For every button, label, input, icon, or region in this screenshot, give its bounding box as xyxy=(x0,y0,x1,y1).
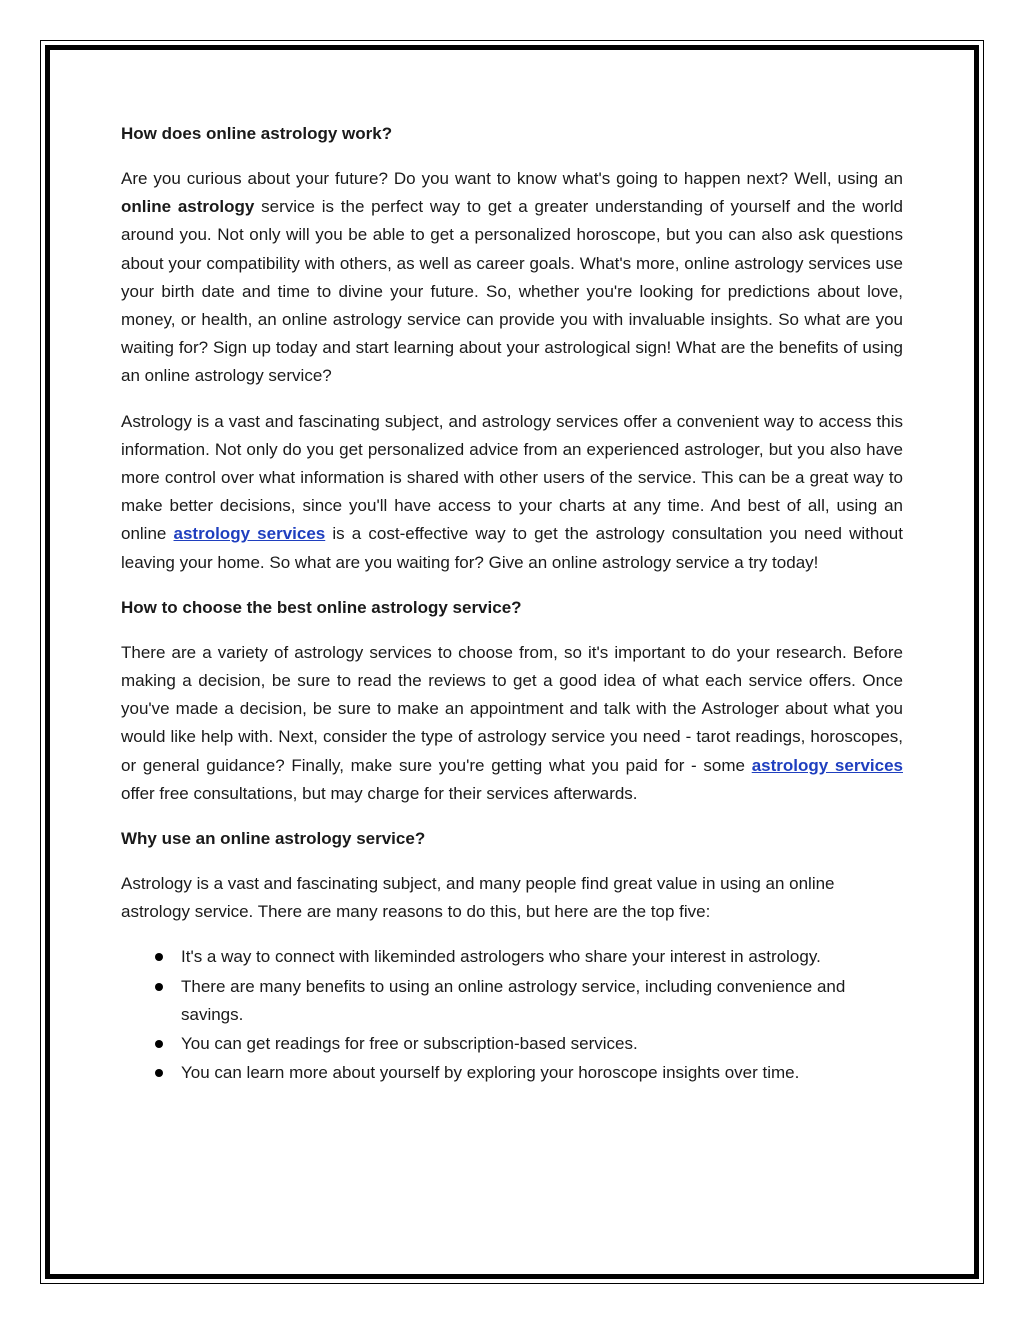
list-item xyxy=(121,943,903,971)
paragraph-text: service is the perfect way to get a greater understanding of yourself and the world around you. Not only will you be able to get a personalized horoscope, but you can also ask questions about your compatibility with others, as well as career goals. What's more, online astrology services use your birth date and time to divine your future. So, whether you're looking for predictions about love, money, or health, an online astrology service can provide you with invaluable insights. So what are you waiting for? Sign up today and start learning about your astrological sign! What are the benefits of using an online astrology service? xyxy=(121,197,903,386)
bullet-icon xyxy=(155,1069,163,1077)
list-item-text: There are many benefits to using an online astrology service, including convenience and savings. xyxy=(181,976,846,1024)
paragraph-curious-future xyxy=(121,165,903,391)
paragraph-top-five: Astrology is a vast and fascinating subject, and many people find great value in using an online astrology service. There are many reasons to do this, but here are the top five: xyxy=(121,874,835,922)
list-item xyxy=(121,1030,903,1058)
paragraph-text: There are a variety of astrology services to choose from, so it's important to do your research. Before making a decision, be sure to read the reviews to get a good idea of what each service offers. Once you've made a decision, be sure to make an appointment and talk with the Astrologer about what you would like help with. Next, consider the type of astrology service you need - tarot readings, horoscopes, or general guidance? Finally, make sure you're getting what you paid for - some xyxy=(121,642,903,775)
paragraph-vast-subject xyxy=(121,408,903,577)
astrology-services-link[interactable]: astrology services xyxy=(173,524,326,544)
heading-why-use: Why use an online astrology service? xyxy=(121,829,426,849)
paragraph-text: Are you curious about your future? Do you want to know what's going to happen next? Well, using an xyxy=(121,169,903,188)
list-item-text: You can get readings for free or subscription-based services. xyxy=(181,1034,638,1054)
document-body xyxy=(121,120,903,1088)
reasons-list xyxy=(121,943,903,1087)
heading-how-does-it-work: How does online astrology work? xyxy=(121,124,393,143)
bullet-icon xyxy=(155,953,163,961)
bold-online-astrology: online astrology xyxy=(121,197,255,217)
heading-how-to-choose: How to choose the best online astrology service? xyxy=(121,597,522,617)
paragraph-text: Astrology is a vast and fascinating subject, and astrology services offer a convenient way to access this information. Not only do you get personalized advice from an experienced astrologer, but you also have more control over what information is shared with other users of the service. This can be a great way to make better decisions, since you'll have access to your charts at any time. And best of all, using an online xyxy=(121,411,903,544)
list-item xyxy=(121,1059,903,1087)
list-item xyxy=(121,973,903,1029)
bullet-icon xyxy=(155,1040,163,1048)
list-item-text: It's a way to connect with likeminded astrologers who share your interest in astrology. xyxy=(181,947,821,967)
list-item-text: You can learn more about yourself by exploring your horoscope insights over time. xyxy=(181,1063,800,1083)
astrology-services-link[interactable]: astrology services xyxy=(751,755,903,775)
bullet-icon xyxy=(155,983,163,991)
paragraph-text: offer free consultations, but may charge for their services afterwards. xyxy=(121,783,638,803)
paragraph-text: is a cost-effective way to get the astrology consultation you need without leaving your home. So what are you waiting for? Give an online astrology service a try today! xyxy=(121,524,903,572)
paragraph-variety-services xyxy=(121,639,903,808)
